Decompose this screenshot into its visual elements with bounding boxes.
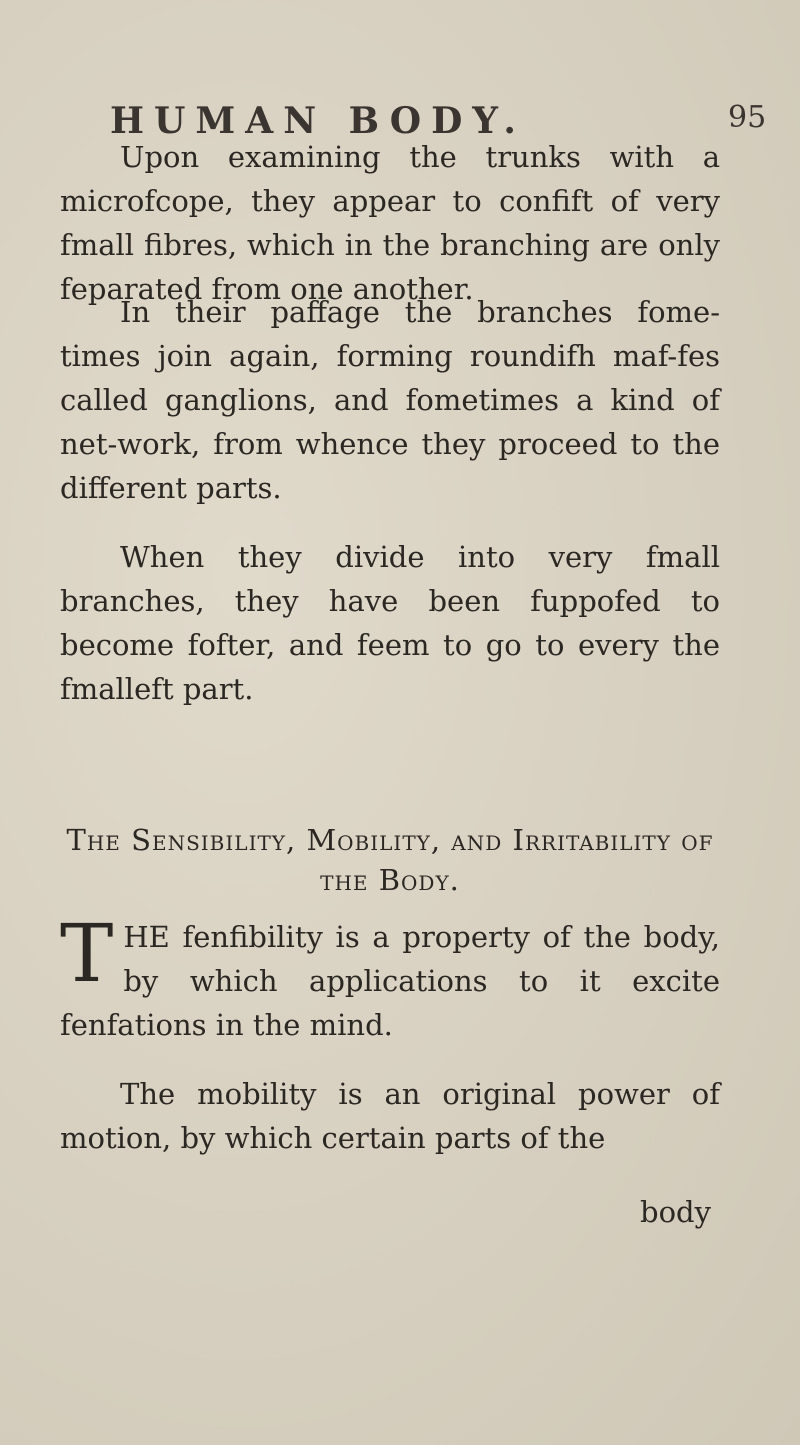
paragraph-5-text: The mobility is an original power of motion, by which certain parts of the	[60, 1077, 720, 1155]
paragraph-4	[60, 907, 720, 1047]
page-number: 95	[728, 100, 767, 135]
paragraph-1-text: Upon examining the trunks with a microfcope, they appear to confift of very fmall fibres, which in the branching are only feparated from one another.	[60, 140, 720, 306]
running-title: HUMAN BODY.	[110, 100, 526, 142]
paragraph-2-text: In their paffage the branches fome-times join again, forming roundifh maf-fes called ganglions, and fometimes a kind of net-work, from whence they proceed to the different parts.	[60, 295, 720, 505]
drop-cap: T	[60, 907, 114, 1000]
paragraph-2	[60, 290, 720, 510]
paragraph-3-text: When they divide into very fmall branches, they have been fuppofed to become fofter, and feem to go to every the fmalleft part.	[60, 540, 720, 706]
paragraph-1	[60, 135, 720, 311]
section-heading: The Sensibility, Mobility, and Irritability of the Body.	[66, 823, 714, 897]
catchword: body	[640, 1195, 711, 1229]
paragraph-5	[60, 1072, 720, 1160]
paragraph-4-text: HE fenfibility is a property of the body, by which applications to it excite fenfations in the mind.	[60, 920, 720, 1042]
paragraph-3	[60, 535, 720, 711]
